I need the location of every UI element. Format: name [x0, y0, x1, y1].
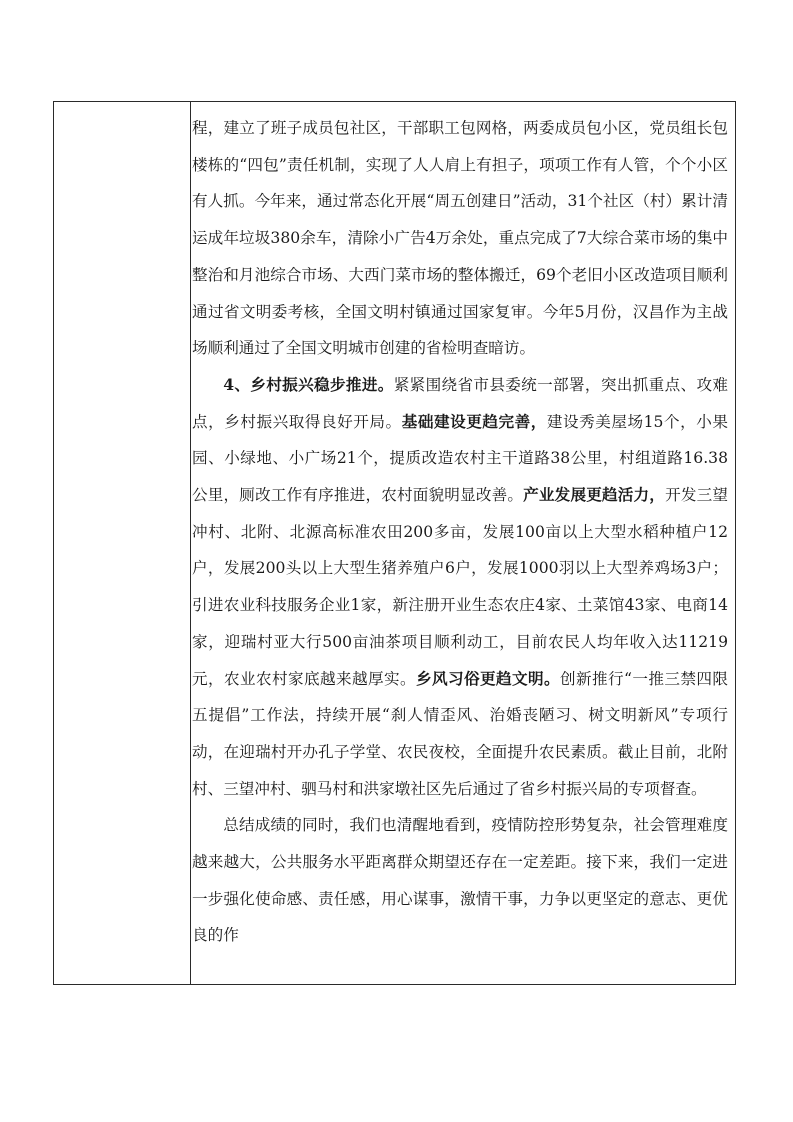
subheading-industry: 产业发展更趋活力， — [523, 485, 666, 505]
text-run: 总结成绩的同时，我们也清醒地看到，疫情防控形势复杂，社会管理难度越来越大，公共服务水平距离群众期望还存在一定差距。接下来，我们一定进一步强化使命感、责任感，用心谋事，激情干事，力争以更坚定的意志、更优良的作 — [192, 816, 728, 945]
text-run: 建设秀美屋场15个，小果园、小绿地、小广场21个，提质改造农村主干道路38公里，村组道路16.38公里，厕改工作有序推进，农村面貌明显改善。 — [192, 412, 728, 505]
paragraph-rural-revitalization — [192, 367, 728, 807]
subheading-infrastructure: 基础建设更趋完善， — [401, 411, 547, 431]
text-run: 创新推行“一推三禁四限五提倡”工作法，持续开展“刹人情歪风、治婚丧陋习、树文明新风”专项行动，在迎瑞村开办孔子学堂、农民夜校，全面提升农民素质。截止目前，北附村、三望冲村、驷马村和洪家墩社区先后通过了省乡村振兴局的专项督查。 — [192, 669, 728, 798]
heading-rural-revitalization: 4、乡村振兴稳步推进。 — [223, 374, 394, 394]
column-divider — [190, 101, 191, 985]
text-run: 紧紧围绕省市县委统一部署，突出抓重点、攻难点，乡村振兴取得良好开局。 — [192, 375, 728, 431]
text-run: 程，建立了班子成员包社区，干部职工包网格，两委成员包小区，党员组长包楼栋的“四包”责任机制，实现了人人肩上有担子，项项工作有人管，个个小区有人抓。今年来，通过常态化开展“周五创建日”活动，31个社区（村）累计清运成年垃圾380余车，清除小广告4万余处，重点完成了7大综合菜市场的集中整治和月池综合市场、大西门菜市场的整体搬迁，69个老旧小区改造项目顺利通过省文明委考核，全国文明村镇通过国家复审。今年5月份，汉昌作为主战场顺利通过了全国文明城市创建的省检明查暗访。 — [192, 119, 728, 358]
paragraph-continuation — [192, 110, 728, 367]
paragraph-summary — [192, 807, 728, 954]
table-content-cell — [192, 110, 728, 954]
subheading-customs: 乡风习俗更趋文明。 — [416, 668, 560, 688]
text-run: 开发三望冲村、北附、北源高标准农田200多亩，发展100亩以上大型水稻种植户12户，发展200头以上大型生猪养殖户6户，发展1000羽以上大型养鸡场3户；引进农业科技服务企业1家，新注册开业生态农庄4家、土菜馆43家、电商14家，迎瑞村亚大行500亩油茶项目顺利动工，目前农民人均年收入达11219元，农业农村家底越来越厚实。 — [192, 486, 728, 688]
